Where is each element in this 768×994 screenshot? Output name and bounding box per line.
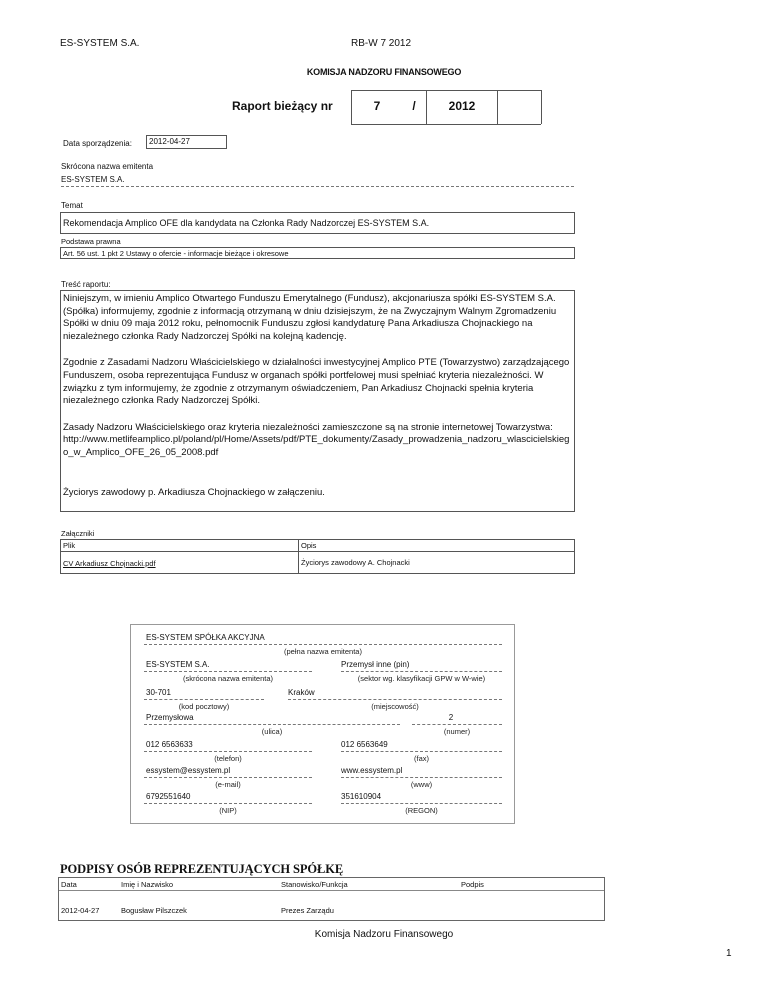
signature-name: Bogusław Pilszczek	[121, 906, 187, 915]
company-sector: Przemysł inne (pin)	[341, 660, 410, 669]
subject-value: Rekomendacja Amplico OFE dla kandydata na Członka Rady Nadzorczej ES-SYSTEM S.A.	[63, 218, 430, 228]
company-postal: 30-701	[146, 688, 171, 697]
issuer-short-value: ES-SYSTEM S.A.	[61, 175, 125, 184]
content-paragraph: Zgodnie z Zasadami Nadzoru Właścicielskiego w działalności inwestycyjnej Amplico PTE (Towarzystwo) zarządzającego Funduszem, osoba reprezentująca Fundusz w organach spółki portfelowej musi spełniać kryteria niezależności. W związku z tym informujemy, że zgodnie z otrzymanym oświadczeniem, Pan Arkadiusz Chojnacki spełnia kryteria niezależnego członka Rady Nadzorczej Spółki.	[63, 357, 570, 407]
content-paragraph: Niniejszym, w imieniu Amplico Otwartego Funduszu Emerytalnego (Fundusz), akcjonariusza spółki ES-SYSTEM S.A. (Spółka) informujemy, zgodnie z informacją otrzymaną w dniu dzisiejszym, że na Zwyczajnym Walnym Zgromadzeniu Spółki w dniu 09 maja 2012 roku, pełnomocnik Funduszu zgłosi kandydaturę Pana Arkadiusza Chojnackiego na niezależnego członka Rady Nadzorczej Spółki na kolejną kadencję.	[63, 293, 557, 342]
company-www-caption: (www)	[410, 780, 433, 789]
attachments-col-desc: Opis	[301, 541, 317, 550]
attachment-desc: Życiorys zawodowy A. Chojnacki	[301, 558, 410, 567]
company-sector-caption: (sektor wg. klasyfikacji GPW w W-wie)	[357, 674, 486, 683]
header-doc-code: RB-W 7 2012	[351, 38, 412, 49]
legal-basis-value: Art. 56 ust. 1 pkt 2 Ustawy o ofercie - informacje bieżące i okresowe	[63, 249, 289, 258]
subject-label: Temat	[61, 201, 83, 210]
company-nip: 6792551640	[146, 792, 191, 801]
company-city-caption: (miejscowość)	[371, 702, 419, 711]
company-street-caption: (ulica)	[261, 727, 283, 736]
company-phone: 012 6563633	[146, 740, 193, 749]
attachment-file-link[interactable]: CV Arkadiusz Chojnacki.pdf	[63, 559, 156, 568]
signatures-col-date: Data	[61, 880, 77, 889]
footer-authority: Komisja Nadzoru Finansowego	[314, 929, 454, 940]
signatures-col-name: Imię i Nazwisko	[121, 880, 174, 889]
date-created-label: Data sporządzenia:	[63, 139, 132, 148]
company-postal-caption: (kod pocztowy)	[178, 702, 230, 711]
company-full-name-caption: (pełna nazwa emitenta)	[284, 647, 362, 656]
header-company: ES-SYSTEM S.A.	[60, 38, 140, 49]
company-phone-caption: (telefon)	[214, 754, 242, 763]
company-street: Przemysłowa	[146, 713, 194, 722]
content-paragraph: Zasady Nadzoru Właścicielskiego oraz kryteria niezależności zamieszczone są na stronie internetowej Towarzystwa: http://www.metlifeamplico.pl/poland/pl/Home/Assets/pdf/PTE_dokumenty/Zasady_prowadzenia_nadzoru_wlascicielskiego_w_Amplico_OFE_26_05_2008.pdf	[63, 421, 570, 458]
report-label: Raport bieżący nr	[232, 99, 333, 113]
company-full-name: ES-SYSTEM SPÓŁKA AKCYJNA	[146, 633, 265, 642]
company-fax-caption: (fax)	[414, 754, 429, 763]
company-email-caption: (e-mail)	[215, 780, 241, 789]
company-number: 2	[448, 713, 454, 722]
attachments-table	[60, 539, 575, 574]
company-short-name: ES-SYSTEM S.A.	[146, 660, 210, 669]
company-fax: 012 6563649	[341, 740, 388, 749]
signatures-col-sign: Podpis	[461, 880, 484, 889]
company-regon: 351610904	[341, 792, 382, 801]
content-box	[60, 290, 575, 512]
company-short-name-caption: (skrócona nazwa emitenta)	[182, 674, 274, 683]
attachments-col-file: Plik	[63, 541, 76, 550]
page-number: 1	[726, 948, 732, 959]
signatures-table	[58, 877, 605, 921]
company-regon-caption: (REGON)	[405, 806, 438, 815]
company-nip-caption: (NIP)	[219, 806, 237, 815]
report-number: 7	[373, 99, 381, 113]
attachments-label: Załączniki	[61, 529, 95, 538]
issuer-short-label: Skrócona nazwa emitenta	[61, 162, 154, 171]
content-paragraph: Życiorys zawodowy p. Arkadiusza Chojnackiego w załączeniu.	[63, 486, 325, 498]
company-number-caption: (numer)	[443, 727, 471, 736]
report-slash: /	[412, 99, 416, 113]
report-year: 2012	[448, 99, 476, 113]
signatures-title: PODPISY OSÓB REPREZENTUJĄCYCH SPÓŁKĘ	[60, 862, 344, 876]
signatures-col-position: Stanowisko/Funkcja	[281, 880, 348, 889]
content-label: Treść raportu:	[61, 280, 111, 289]
company-email[interactable]: essystem@essystem.pl	[146, 766, 231, 775]
company-city: Kraków	[288, 688, 315, 697]
date-created-value: 2012-04-27	[146, 135, 227, 149]
subject-box	[60, 212, 575, 234]
signature-position: Prezes Zarządu	[281, 906, 334, 915]
company-www[interactable]: www.essystem.pl	[341, 766, 403, 775]
legal-basis-box	[60, 247, 575, 259]
signature-date: 2012-04-27	[61, 906, 100, 915]
header-authority: KOMISJA NADZORU FINANSOWEGO	[306, 67, 462, 77]
legal-basis-label: Podstawa prawna	[61, 237, 121, 246]
